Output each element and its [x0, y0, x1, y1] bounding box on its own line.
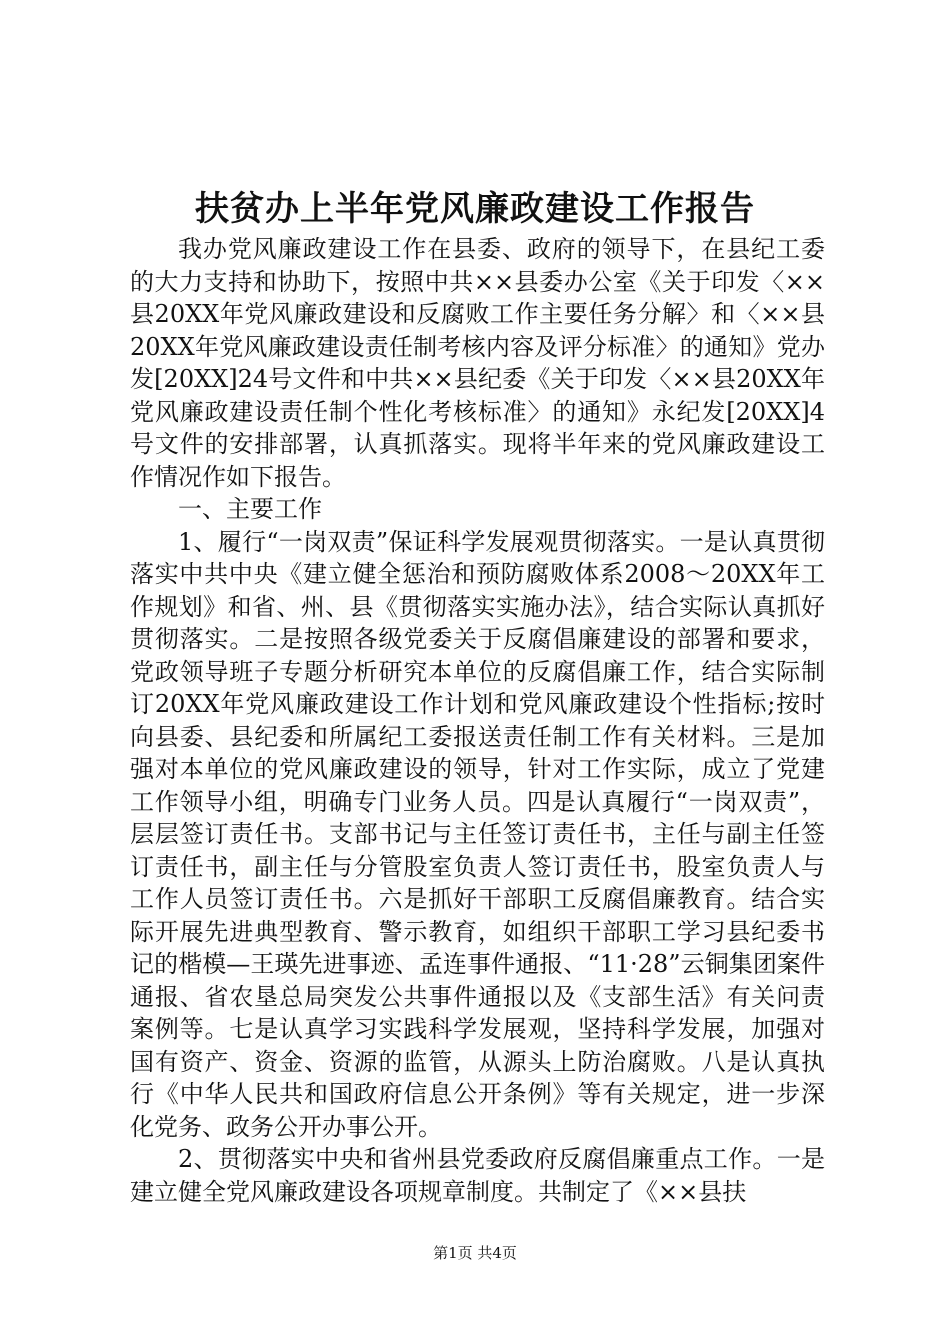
paragraph-intro: 我办党风廉政建设工作在县委、政府的领导下，在县纪工委的大力支持和协助下，按照中共××县委办公室《关于印发〈××县20XX年党风廉政建设和反腐败工作主要任务分解〉和〈××县20XX年党风廉政建设责任制考核内容及评分标准〉的通知》党办发[20XX]24号文件和中共××县纪委《关于印发〈××县20XX年党风廉政建设责任制个性化考核标准〉的通知》永纪发[20XX]4号文件的安排部署，认真抓落实。现将半年来的党风廉政建设工作情况作如下报告。 — [130, 235, 825, 491]
document-title: 扶贫办上半年党风廉政建设工作报告 — [195, 189, 755, 229]
paragraph-item-2: 2、贯彻落实中央和省州县党委政府反腐倡廉重点工作。一是建立健全党风廉政建设各项规章制度。共制定了《××县扶 — [130, 1145, 825, 1206]
paragraph-item-1: 1、履行“一岗双责”保证科学发展观贯彻落实。一是认真贯彻落实中共中央《建立健全惩治和预防腐败体系2008～20XX年工作规划》和省、州、县《贯彻落实实施办法》，结合实际认真抓好贯彻落实。二是按照各级党委关于反腐倡廉建设的部署和要求，党政领导班子专题分析研究本单位的反腐倡廉工作，结合实际制订20XX年党风廉政建设工作计划和党风廉政建设个性指标;按时向县委、县纪委和所属纪工委报送责任制工作有关材料。三是加强对本单位的党风廉政建设的领导，针对工作实际，成立了党建工作领导小组，明确专门业务人员。四是认真履行“一岗双责”，层层签订责任书。支部书记与主任签订责任书，主任与副主任签订责任书，副主任与分管股室负责人签订责任书，股室负责人与工作人员签订责任书。六是抓好干部职工反腐倡廉教育。结合实际开展先进典型教育、警示教育，如组织干部职工学习县纪委书记的楷模—王瑛先进事迹、孟连事件通报、“11·28”云铜集团案件通报、省农垦总局突发公共事件通报以及《支部生活》有关问责案例等。七是认真学习实践科学发展观，坚持科学发展，加强对国有资产、资金、资源的监管，从源头上防治腐败。八是认真执行《中华人民共和国政府信息公开条例》等有关规定，进一步深化党务、政务公开办事公开。 — [130, 527, 825, 1141]
section-heading-main-work: 一、主要工作 — [178, 495, 322, 523]
document-body — [130, 233, 825, 1208]
page-number-footer: 第1页 共4页 — [433, 1244, 517, 1262]
